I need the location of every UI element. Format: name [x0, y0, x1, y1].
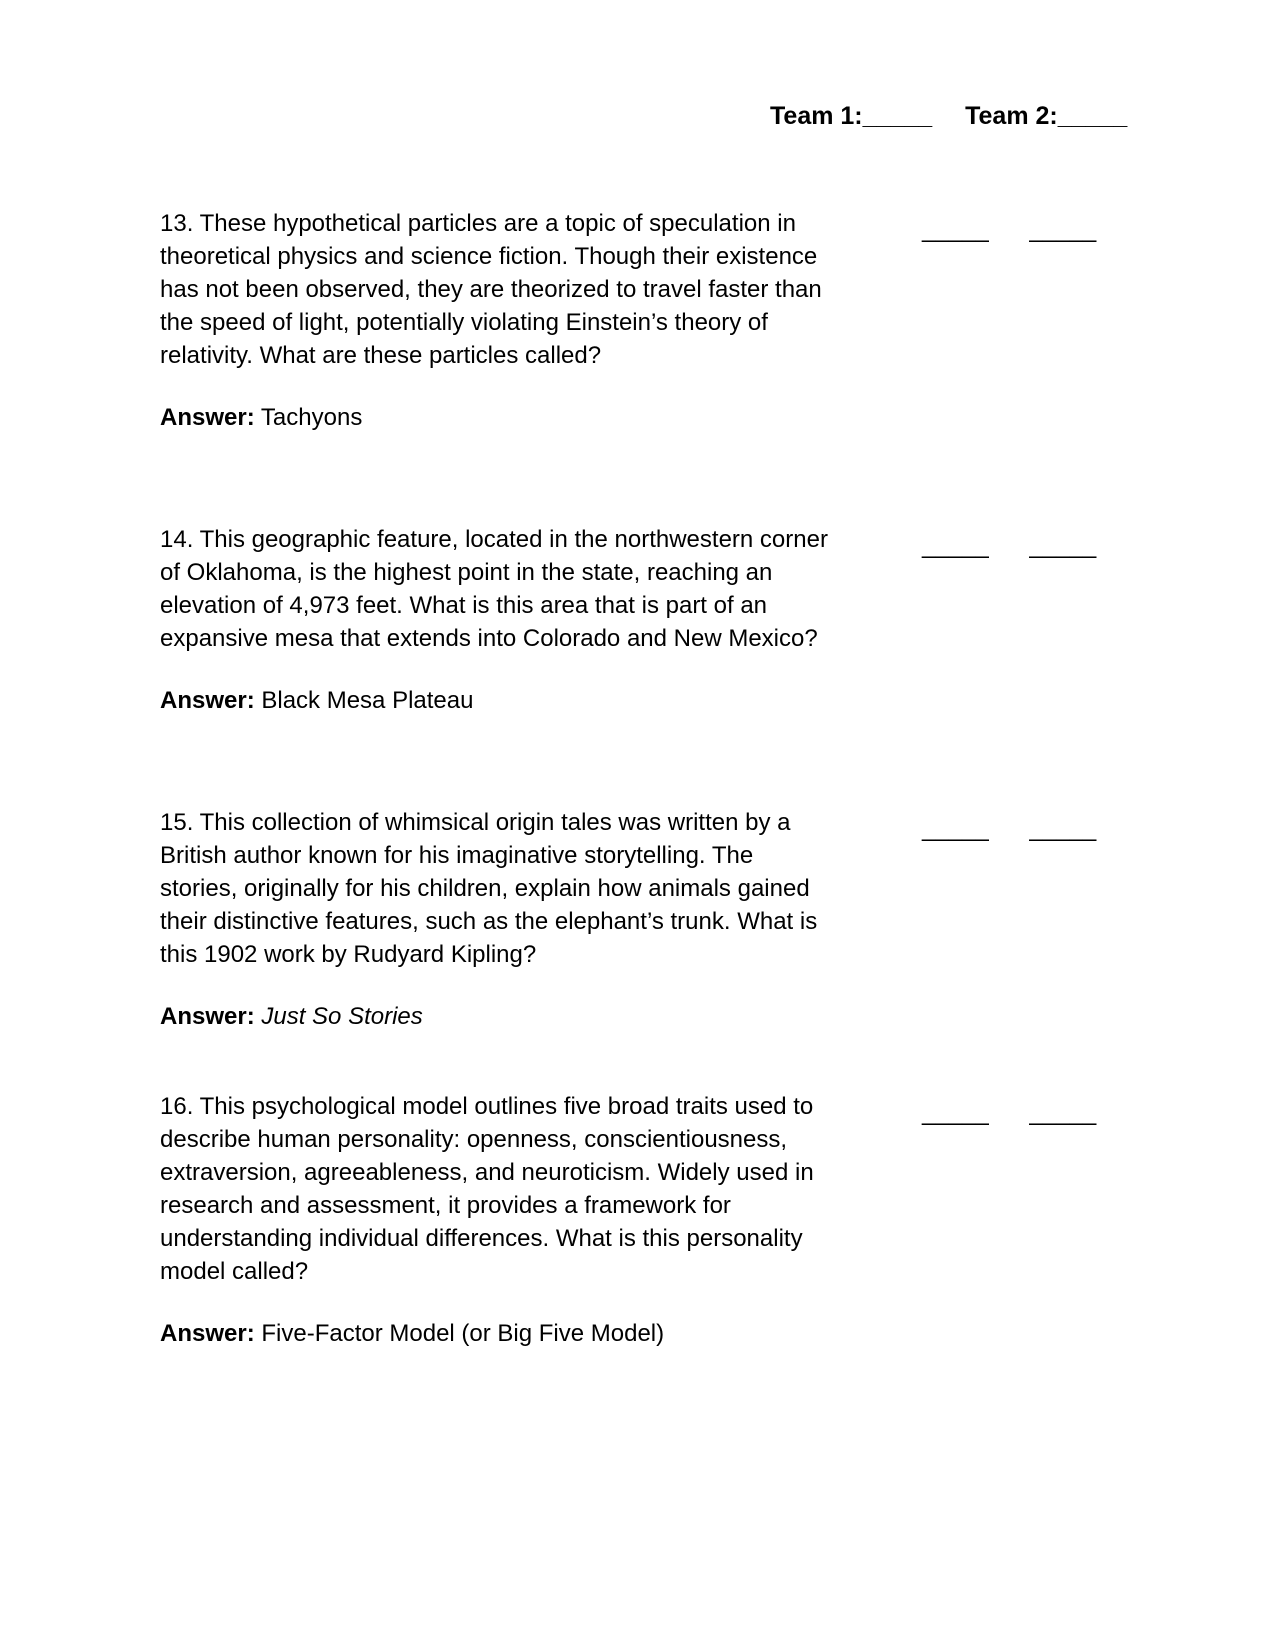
question-13 [160, 207, 1160, 434]
question-answer [160, 1000, 1160, 1033]
question-answer [160, 1317, 1160, 1350]
score-blanks [922, 213, 1096, 246]
team-1-score-blank: _____ [922, 1099, 989, 1126]
team-score-header [770, 102, 1127, 131]
team-2-score-blank: _____ [1029, 815, 1097, 842]
question-15 [160, 806, 1160, 1033]
answer-label: Answer: [160, 687, 255, 714]
answer-value: Tachyons [260, 404, 363, 431]
question-14 [160, 523, 1160, 717]
answer-value: Just So Stories [261, 1003, 423, 1030]
team-2-score-blank: _____ [1029, 532, 1097, 559]
answer-value: Black Mesa Plateau [261, 687, 474, 714]
question-answer [160, 684, 1160, 717]
question-16 [160, 1090, 1160, 1350]
team-2-score-blank: _____ [1029, 216, 1097, 243]
answer-label: Answer: [160, 1320, 255, 1347]
question-text: 16. This psychological model outlines five broad traits used to describe human personality: openness, conscientiousness, extraversion, agreeableness, and neuroticism. Widely used in research and assessment, it provides a framework for understanding individual differences. What is this personality model called? [160, 1093, 814, 1285]
score-blanks [922, 1096, 1096, 1129]
team-1-score-blank: _____ [922, 815, 989, 842]
team-1-score-blank: _____ [922, 216, 989, 243]
team-2-label: Team 2:_____ [965, 102, 1128, 130]
answer-label: Answer: [160, 1003, 255, 1030]
score-blanks [922, 529, 1096, 562]
question-answer [160, 401, 1160, 434]
question-text: 15. This collection of whimsical origin tales was written by a British author known for his imaginative storytelling. The stories, originally for his children, explain how animals gained their distinctive features, such as the elephant’s trunk. What is this 1902 work by Rudyard Kipling? [160, 809, 818, 968]
team-2-score-blank: _____ [1029, 1099, 1097, 1126]
team-1-score-blank: _____ [922, 532, 989, 559]
score-blanks [922, 812, 1096, 845]
answer-label: Answer: [160, 404, 255, 431]
answer-value: Five-Factor Model (or Big Five Model) [261, 1320, 665, 1347]
question-text: 14. This geographic feature, located in the northwestern corner of Oklahoma, is the highest point in the state, reaching an elevation of 4,973 feet. What is this area that is part of an expansive mesa that extends into Colorado and New Mexico? [160, 526, 828, 652]
question-text: 13. These hypothetical particles are a topic of speculation in theoretical physics and science fiction. Though their existence has not been observed, they are theorized to travel faster than the speed of light, potentially violating Einstein’s theory of relativity. What are these particles called? [160, 210, 822, 369]
team-1-label: Team 1:_____ [770, 102, 933, 130]
